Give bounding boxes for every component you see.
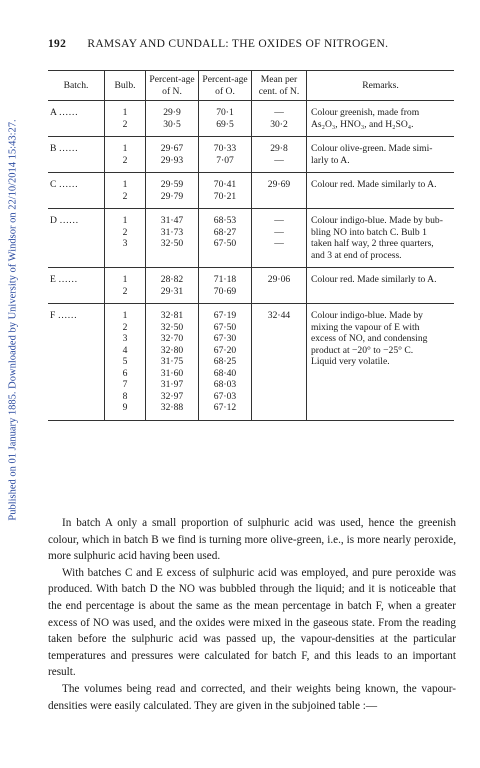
pct-n-value: 29·31 <box>160 285 184 297</box>
pct-n-value: 32·70 <box>160 333 184 344</box>
bulb-number: 2 <box>122 321 128 333</box>
batch-cell <box>48 268 105 304</box>
bulb-cell <box>105 304 146 421</box>
mean-n-value: 32·44 <box>267 310 291 321</box>
pct-n-value: 29·67 <box>160 143 184 154</box>
pct-n-value: 29·59 <box>160 179 184 190</box>
bulb-number: 1 <box>122 274 128 285</box>
mean-n-value <box>254 391 304 403</box>
pct-n-cell <box>146 101 199 137</box>
mean-n-value: 29·69 <box>267 179 291 190</box>
pct-o-value: 67·30 <box>213 333 237 344</box>
bulb-number: 7 <box>122 379 128 390</box>
bulb-number: 2 <box>122 285 128 297</box>
pct-o-value: 67·12 <box>213 402 237 413</box>
pct-o-value: 70·21 <box>213 190 237 202</box>
pct-n-value: 32·50 <box>160 321 184 333</box>
bulb-number: 3 <box>122 238 128 249</box>
bulb-number: 5 <box>122 356 128 367</box>
pct-n-value: 29·93 <box>160 154 184 166</box>
table-row <box>48 173 454 209</box>
remark-cell <box>307 137 455 173</box>
mean-n-value <box>254 368 304 380</box>
mean-n-value <box>254 379 304 391</box>
bulb-number: 1 <box>122 215 128 226</box>
pct-o-value: 68·53 <box>213 215 237 226</box>
batch-cell <box>48 209 105 268</box>
remark-line: Colour indigo-blue. Made by bub- <box>311 215 443 226</box>
mean-n-cell <box>252 137 307 173</box>
pct-o-value: 7·07 <box>216 154 234 166</box>
table-header-row <box>48 71 454 101</box>
bulb-cell <box>105 173 146 209</box>
pct-o-cell <box>199 173 252 209</box>
bulb-number: 2 <box>122 118 128 130</box>
pct-o-value: 70·69 <box>213 285 237 297</box>
col-header-pct-o: Percent-age of O. <box>199 71 252 101</box>
pct-n-value: 29·9 <box>163 107 181 118</box>
mean-n-value: — <box>274 215 284 226</box>
bulb-cell <box>105 101 146 137</box>
pct-n-value: 32·50 <box>160 238 184 249</box>
pct-n-cell <box>146 209 199 268</box>
col-header-batch: Batch. <box>48 71 105 101</box>
running-header <box>48 38 454 50</box>
pct-o-value: 67·50 <box>213 321 237 333</box>
pct-o-cell <box>199 209 252 268</box>
pct-n-value: 31·75 <box>160 356 184 367</box>
bulb-number: 1 <box>122 310 128 321</box>
mean-n-value <box>254 191 304 203</box>
pct-n-value: 31·60 <box>160 367 184 379</box>
remark-line: Colour olive-green. Made simi- <box>311 143 433 154</box>
bulb-number: 2 <box>122 154 128 166</box>
remark-line: Liquid very volatile. <box>311 356 390 367</box>
pct-n-value: 32·88 <box>160 402 184 413</box>
batch-label: D …… <box>50 215 79 226</box>
page-number: 192 <box>48 38 67 50</box>
pct-o-cell <box>199 101 252 137</box>
mean-n-value: 29·8 <box>270 143 288 154</box>
remark-line: As₂O₃, HNO₃, and H₂SO₄. <box>311 118 414 130</box>
bulb-number: 8 <box>122 390 128 402</box>
table-row <box>48 209 454 268</box>
pct-o-cell <box>199 268 252 304</box>
pct-o-cell <box>199 137 252 173</box>
mean-n-value: 29·06 <box>267 274 291 285</box>
remark-line: taken half way, 2 three quarters, <box>311 238 434 249</box>
pct-n-cell <box>146 268 199 304</box>
col-header-mean-n: Mean per cent. of N. <box>252 71 307 101</box>
mean-n-cell <box>252 304 307 421</box>
mean-n-value <box>254 322 304 334</box>
mean-n-value: — <box>274 238 284 249</box>
pct-n-value: 28·82 <box>160 274 184 285</box>
paragraph: The volumes being read and corrected, and their weights being known, the vapour-densities were easily calculated. They are given in the subjoined table :— <box>48 682 456 712</box>
remark-cell <box>307 304 455 421</box>
bulb-number: 1 <box>122 179 128 190</box>
bulb-number: 3 <box>122 333 128 344</box>
mean-n-value <box>254 286 304 298</box>
pct-o-value: 67·50 <box>213 238 237 249</box>
remark-cell <box>307 209 455 268</box>
download-watermark <box>2 60 24 580</box>
remark-line: excess of NO, and condensing <box>311 333 428 344</box>
bulb-number: 9 <box>122 402 128 413</box>
batch-cell <box>48 101 105 137</box>
remark-line: Colour greenish, made from <box>311 107 420 118</box>
mean-n-value <box>254 345 304 357</box>
pct-n-value: 29·79 <box>160 190 184 202</box>
mean-n-value: — <box>274 107 284 118</box>
pct-o-value: 70·41 <box>213 179 237 190</box>
mean-n-cell <box>252 173 307 209</box>
pct-n-value: 32·80 <box>160 344 184 356</box>
remark-line: product at −20° to −25° C. <box>311 344 414 356</box>
batch-cell <box>48 137 105 173</box>
pct-o-value: 67·19 <box>213 310 237 321</box>
batch-label: B …… <box>50 143 78 154</box>
pct-o-value: 68·25 <box>213 356 237 367</box>
pct-n-cell <box>146 137 199 173</box>
remark-line: bling NO into batch C. Bulb 1 <box>311 226 427 238</box>
bulb-number: 4 <box>122 344 128 356</box>
batch-cell <box>48 304 105 421</box>
table-row <box>48 101 454 137</box>
batch-label: F …… <box>50 310 77 321</box>
bulb-number: 6 <box>122 367 128 379</box>
mean-n-cell <box>252 209 307 268</box>
pct-o-value: 71·18 <box>213 274 237 285</box>
bulb-number: 2 <box>122 226 128 238</box>
col-header-remarks: Remarks. <box>307 71 455 101</box>
pct-n-value: 32·81 <box>160 310 184 321</box>
pct-n-value: 31·97 <box>160 379 184 390</box>
bulb-cell <box>105 209 146 268</box>
pct-o-value: 68·27 <box>213 226 237 238</box>
pct-o-value: 68·03 <box>213 379 237 390</box>
remark-line: and 3 at end of process. <box>311 249 402 261</box>
remark-line: Colour indigo-blue. Made by <box>311 310 423 321</box>
table-row <box>48 268 454 304</box>
bulb-cell <box>105 137 146 173</box>
mean-n-value <box>254 356 304 368</box>
pct-o-value: 67·20 <box>213 344 237 356</box>
bulb-number: 1 <box>122 107 128 118</box>
mean-n-cell <box>252 268 307 304</box>
bulb-number: 1 <box>122 143 128 154</box>
table-row <box>48 137 454 173</box>
body-text <box>48 515 456 714</box>
batch-label: C …… <box>50 179 78 190</box>
pct-o-cell <box>199 304 252 421</box>
mean-n-value <box>254 333 304 345</box>
pct-n-value: 31·47 <box>160 215 184 226</box>
bulb-number: 2 <box>122 190 128 202</box>
remark-line: Colour red. Made similarly to A. <box>311 179 437 190</box>
remark-line: larly to A. <box>311 154 350 166</box>
col-header-bulb: Bulb. <box>105 71 146 101</box>
batch-label: A …… <box>50 107 78 118</box>
paragraph: With batches C and E excess of sulphuric acid was employed, and pure peroxide was produced. With batch D the NO was bubbled through the liquid; and it is noticeable that the end percentage is about the same as the mean percentage in batch F, when a greater excess of NO was used, and the oxides were mixed in the gaseous state. From the reading taken before the sulphuric acid was passed up, the vapour-densities at the particular temperatures and pressures were calculated for batch F, and this leads to an important result. <box>48 566 456 679</box>
results-table <box>48 70 454 421</box>
bulb-cell <box>105 268 146 304</box>
pct-n-cell <box>146 173 199 209</box>
remark-cell <box>307 268 455 304</box>
col-header-pct-n: Percent-age of N. <box>146 71 199 101</box>
running-title: RAMSAY AND CUNDALL: THE OXIDES OF NITROGEN. <box>87 38 389 50</box>
pct-o-value: 69·5 <box>216 118 234 130</box>
mean-n-value: 30·2 <box>270 118 288 130</box>
paragraph: In batch A only a small proportion of sulphuric acid was used, hence the greenish colour, which in batch B we find is turning more olive-green, i.e., is more nearly peroxide, more sulphuric acid having been used. <box>48 517 456 563</box>
pct-o-value: 70·1 <box>216 107 234 118</box>
watermark-text: Published on 01 January 1885. Downloaded by University of Windsor on 22/10/2014 15:43:27. <box>7 119 19 521</box>
mean-n-value: — <box>274 226 284 238</box>
table-row <box>48 304 454 421</box>
remark-cell <box>307 173 455 209</box>
pct-n-value: 30·5 <box>163 118 181 130</box>
pct-n-value: 31·73 <box>160 226 184 238</box>
mean-n-cell <box>252 101 307 137</box>
batch-label: E …… <box>50 274 78 285</box>
remark-line: mixing the vapour of E with <box>311 321 420 333</box>
batch-cell <box>48 173 105 209</box>
pct-o-value: 70·33 <box>213 143 237 154</box>
remark-line: Colour red. Made similarly to A. <box>311 274 437 285</box>
mean-n-value <box>254 402 304 414</box>
pct-o-value: 68·40 <box>213 367 237 379</box>
pct-n-value: 32·97 <box>160 390 184 402</box>
pct-n-cell <box>146 304 199 421</box>
mean-n-value: — <box>274 154 284 166</box>
pct-o-value: 67·03 <box>213 390 237 402</box>
remark-cell <box>307 101 455 137</box>
